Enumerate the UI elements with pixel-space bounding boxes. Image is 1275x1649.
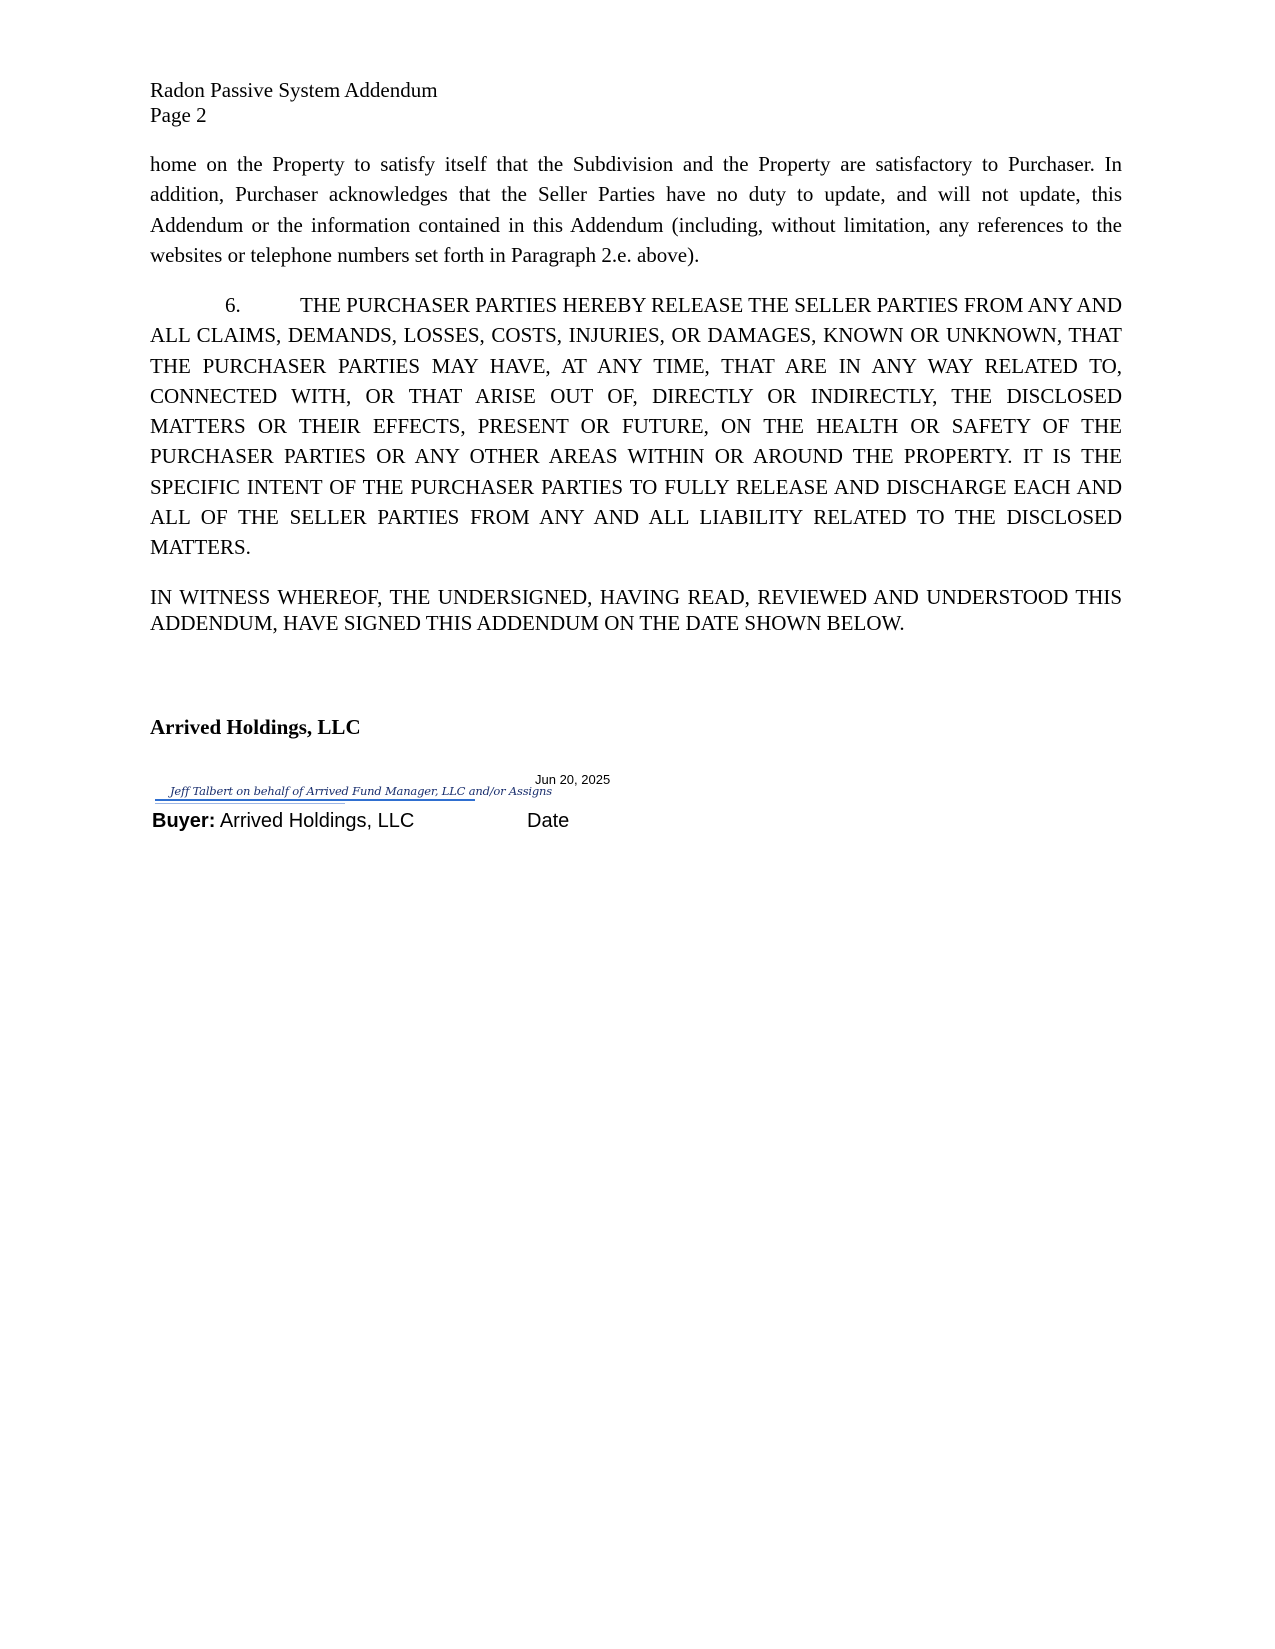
- buyer-name: Arrived Holdings, LLC: [219, 810, 415, 832]
- buyer-label: [152, 810, 414, 833]
- handwritten-signature: Jeff Talbert on behalf of Arrived Fund Manager, LLC and/or Assigns: [170, 784, 552, 798]
- release-clause-text: THE PURCHASER PARTIES HEREBY RELEASE THE SELLER PARTIES FROM ANY AND ALL CLAIMS, DEMANDS, LOSSES, COSTS, INJURIES, OR DAMAGES, KNOWN OR UNKNOWN, THAT THE PURCHASER PARTIES MAY HAVE, AT ANY TIME, THAT ARE IN ANY WAY RELATED TO, CONNECTED WITH, OR THAT ARISE OUT OF, DIRECTLY OR INDIRECTLY, THE DISCLOSED MATTERS OR THEIR EFFECTS, PRESENT OR FUTURE, ON THE HEALTH OR SAFETY OF THE PURCHASER PARTIES OR ANY OTHER AREAS WITHIN OR AROUND THE PROPERTY. IT IS THE SPECIFIC INTENT OF THE PURCHASER PARTIES TO FULLY RELEASE AND DISCHARGE EACH AND ALL OF THE SELLER PARTIES FROM ANY AND ALL LIABILITY RELATED TO THE DISCLOSED MATTERS.: [150, 293, 1122, 560]
- buyer-label-prefix: Buyer:: [152, 810, 216, 832]
- signature-underline: [155, 799, 475, 801]
- date-label: Date: [527, 810, 570, 832]
- witness-statement: IN WITNESS WHEREOF, THE UNDERSIGNED, HAVING READ, REVIEWED AND UNDERSTOOD THIS ADDENDUM, HAVE SIGNED THIS ADDENDUM ON THE DATE SHOWN BELOW.: [150, 585, 1122, 635]
- paragraph-continued: home on the Property to satisfy itself that the Subdivision and the Property are satisfactory to Purchaser. In addition, Purchaser acknowledges that the Seller Parties have no duty to update, and will not update, this Addendum or the information contained in this Addendum (including, without limitation, any references to the websites or telephone numbers set forth in Paragraph 2.e. above).: [150, 152, 1122, 267]
- paragraph-six: [150, 290, 1122, 563]
- page-number: Page 2: [150, 103, 207, 127]
- buyer-company-name: Arrived Holdings, LLC: [150, 715, 361, 739]
- signature-field: [155, 784, 552, 800]
- signed-date: Jun 20, 2025: [535, 772, 611, 787]
- page-header: [150, 78, 438, 128]
- signature-verification-line: [155, 802, 475, 805]
- document-title: Radon Passive System Addendum: [150, 78, 438, 102]
- paragraph-number: 6.: [225, 293, 241, 317]
